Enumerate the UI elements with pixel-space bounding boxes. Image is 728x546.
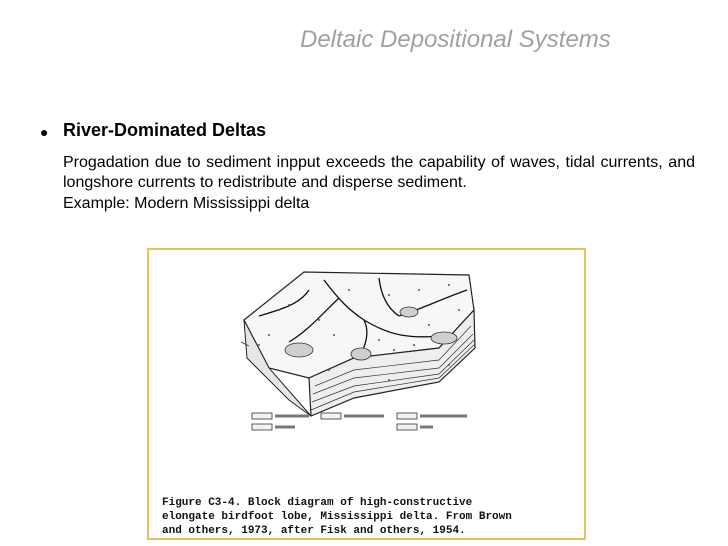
caption-line: and others, 1973, after Fisk and others, 1954. xyxy=(162,525,466,537)
block-diagram-illustration xyxy=(149,250,584,490)
example-paragraph: Example: Modern Mississippi delta xyxy=(63,195,310,212)
bullet-dot: ● xyxy=(40,124,49,140)
description-paragraph: Progadation due to sediment inpput exceeds the capability of waves, tidal currents, and longshore currents to redistribute and disperse sediment. xyxy=(63,154,695,191)
caption-line: elongate birdfoot lobe, Mississippi delta. From Brown xyxy=(162,511,512,523)
figure-block-diagram xyxy=(147,248,586,540)
bullet-heading: River-Dominated Deltas xyxy=(63,120,267,140)
caption-line: Figure C3-4. Block diagram of high-constructive xyxy=(162,497,473,509)
figure-caption xyxy=(162,496,574,538)
slide-title: Deltaic Depositional Systems xyxy=(300,26,611,53)
